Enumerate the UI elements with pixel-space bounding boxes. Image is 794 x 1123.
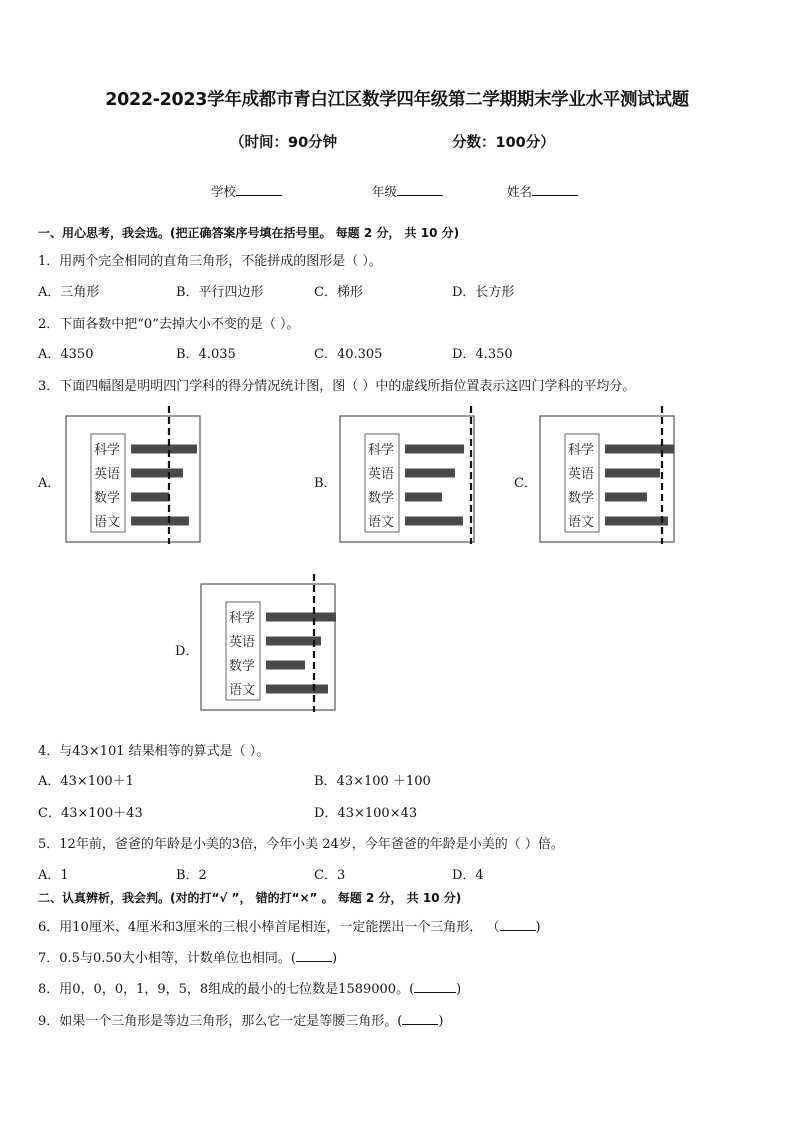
q2-option-a[interactable]: A．4350 bbox=[38, 347, 94, 362]
category-label: 语文 bbox=[568, 515, 595, 530]
q5-option-d[interactable]: D．4 bbox=[452, 868, 484, 883]
category-label: 语文 bbox=[368, 515, 395, 530]
q1-option-a[interactable]: A．三角形 bbox=[38, 285, 100, 300]
bar bbox=[405, 469, 455, 478]
section1-heading: 一、用心思考，我会选。(把正确答案序号填在括号里。 每题 2 分， 共 10 分) bbox=[38, 226, 460, 240]
chart-d bbox=[199, 572, 349, 712]
question-9: 9．如果一个三角形是等边三角形，那么它一定是等腰三角形。( ) bbox=[38, 1014, 444, 1029]
question-6: 6．用10厘米、4厘米和3厘米的三根小棒首尾相连，一定能摆出一个三角形． （ ) bbox=[38, 920, 541, 935]
category-label: 科学 bbox=[568, 443, 595, 458]
name-field bbox=[507, 182, 578, 200]
question-2: 2．下面各数中把“0”去掉大小不变的是（ ）。 bbox=[38, 317, 300, 332]
section2-heading: 二、认真辨析，我会判。(对的打“√ ”， 错的打“×” 。 每题 2 分， 共 10 分) bbox=[38, 891, 462, 905]
grade-field bbox=[372, 182, 443, 200]
q8-answer-blank[interactable] bbox=[414, 980, 456, 993]
question-8: 8．用0，0，0，1，9，5，8组成的最小的七位数是1589000。( ) bbox=[38, 982, 462, 997]
category-label: 英语 bbox=[368, 467, 395, 482]
q4-option-b[interactable]: B．43×100 ＋100 bbox=[314, 774, 431, 789]
q2-option-d[interactable]: D．4.350 bbox=[452, 347, 513, 362]
question-5: 5．12年前，爸爸的年龄是小美的3倍，今年小美 24岁，今年爸爸的年龄是小美的（ ）倍。 bbox=[38, 837, 564, 852]
grade-label: 年级 bbox=[372, 184, 398, 199]
q9-answer-blank[interactable] bbox=[402, 1012, 438, 1025]
exam-time: （时间：90分钟 bbox=[230, 135, 338, 151]
q5-option-b[interactable]: B．2 bbox=[176, 868, 207, 883]
q8-text: 8．用0，0，0，1，9，5，8组成的最小的七位数是1589000。( bbox=[38, 982, 415, 997]
category-label: 数学 bbox=[94, 491, 121, 506]
q3-option-d[interactable]: D． bbox=[175, 644, 199, 659]
category-label: 科学 bbox=[229, 611, 256, 626]
bar bbox=[405, 493, 442, 502]
question-7: 7．0.5与0.50大小相等，计数单位也相同。( ) bbox=[38, 951, 338, 966]
q6-text: 6．用10厘米、4厘米和3厘米的三根小棒首尾相连，一定能摆出一个三角形． （ bbox=[38, 920, 500, 935]
category-label: 英语 bbox=[568, 467, 595, 482]
q4-option-a[interactable]: A．43×100＋1 bbox=[38, 774, 134, 789]
page-title: 2022-2023学年成都市青白江区数学四年级第二学期期末学业水平测试试题 bbox=[105, 90, 689, 110]
bar bbox=[405, 517, 463, 526]
q5-option-c[interactable]: C．3 bbox=[314, 868, 346, 883]
school-blank[interactable] bbox=[236, 183, 282, 196]
category-label: 数学 bbox=[368, 491, 395, 506]
q6-answer-blank[interactable] bbox=[500, 918, 536, 931]
q3-option-a[interactable]: A． bbox=[38, 476, 61, 491]
q4-option-d[interactable]: D．43×100×43 bbox=[314, 806, 418, 821]
bar bbox=[266, 613, 336, 622]
exam-score: 分数：100分） bbox=[452, 135, 555, 151]
school-label: 学校 bbox=[211, 184, 237, 199]
q2-option-c[interactable]: C．40.305 bbox=[314, 347, 383, 362]
bar bbox=[131, 517, 189, 526]
chart-c bbox=[538, 404, 688, 544]
question-1: 1．用两个完全相同的直角三角形，不能拼成的图形是（ ）。 bbox=[38, 254, 382, 269]
grade-blank[interactable] bbox=[397, 183, 443, 196]
category-label: 英语 bbox=[94, 467, 121, 482]
category-label: 科学 bbox=[368, 443, 395, 458]
bar bbox=[605, 445, 674, 454]
q1-option-d[interactable]: D．长方形 bbox=[452, 285, 515, 300]
q7-text: 7．0.5与0.50大小相等，计数单位也相同。( bbox=[38, 951, 296, 966]
question-4: 4．与43×101 结果相等的算式是（ ）。 bbox=[38, 744, 270, 759]
q3-option-c[interactable]: C． bbox=[514, 476, 537, 491]
chart-b bbox=[338, 404, 488, 544]
bar bbox=[131, 445, 197, 454]
school-field bbox=[211, 182, 282, 200]
q9-text: 9．如果一个三角形是等边三角形，那么它一定是等腰三角形。( bbox=[38, 1014, 403, 1029]
bar bbox=[605, 469, 660, 478]
chart-a bbox=[64, 404, 214, 544]
category-label: 数学 bbox=[229, 659, 256, 674]
category-label: 语文 bbox=[229, 683, 256, 698]
bar bbox=[405, 445, 464, 454]
category-label: 科学 bbox=[94, 443, 121, 458]
category-label: 语文 bbox=[94, 515, 121, 530]
question-3: 3．下面四幅图是明明四门学科的得分情况统计图，图（ ）中的虚线所指位置表示这四门学科的平均分。 bbox=[38, 379, 636, 394]
bar bbox=[605, 517, 668, 526]
q7-answer-blank[interactable] bbox=[296, 949, 332, 962]
bar bbox=[131, 469, 183, 478]
q1-option-b[interactable]: B．平行四边形 bbox=[176, 285, 264, 300]
category-label: 英语 bbox=[229, 635, 256, 650]
q4-option-c[interactable]: C．43×100＋43 bbox=[38, 806, 143, 821]
q3-option-b[interactable]: B． bbox=[314, 476, 337, 491]
bar bbox=[605, 493, 647, 502]
bar bbox=[266, 637, 321, 646]
bar bbox=[266, 685, 328, 694]
q1-option-c[interactable]: C．梯形 bbox=[314, 285, 363, 300]
name-blank[interactable] bbox=[532, 183, 578, 196]
bar bbox=[131, 493, 169, 502]
category-label: 数学 bbox=[568, 491, 595, 506]
name-label: 姓名 bbox=[507, 184, 533, 199]
q2-option-b[interactable]: B．4.035 bbox=[176, 347, 236, 362]
q5-option-a[interactable]: A．1 bbox=[38, 868, 69, 883]
bar bbox=[266, 661, 305, 670]
